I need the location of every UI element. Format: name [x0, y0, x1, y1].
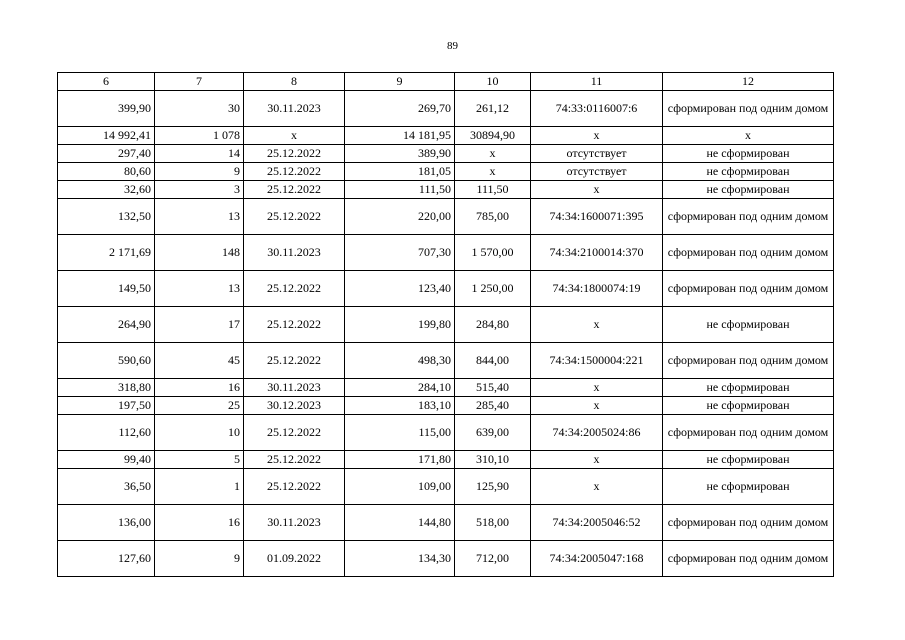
cell-col-8: 30.11.2023	[244, 505, 345, 541]
column-header: 11	[531, 73, 663, 91]
table-row	[58, 181, 834, 199]
cell-col-11: 74:34:2005024:86	[531, 415, 663, 451]
cell-col-11: x	[531, 379, 663, 397]
cell-col-8: 30.11.2023	[244, 235, 345, 271]
cell-col-11: 74:34:1500004:221	[531, 343, 663, 379]
cell-col-10: 285,40	[455, 397, 531, 415]
cell-col-12: не сформирован	[663, 181, 834, 199]
cell-col-9: 171,80	[345, 451, 455, 469]
cell-col-9: 181,05	[345, 163, 455, 181]
cell-col-7: 9	[155, 541, 244, 577]
cell-col-11: 74:34:2005046:52	[531, 505, 663, 541]
cell-col-12: сформирован под одним домом	[663, 91, 834, 127]
cell-col-8: x	[244, 127, 345, 145]
table-row	[58, 199, 834, 235]
cell-col-12: не сформирован	[663, 397, 834, 415]
table-row	[58, 379, 834, 397]
cell-col-11: 74:34:1800074:19	[531, 271, 663, 307]
cell-col-10: x	[455, 145, 531, 163]
table-row	[58, 469, 834, 505]
table-row	[58, 145, 834, 163]
table-row	[58, 271, 834, 307]
cell-col-9: 284,10	[345, 379, 455, 397]
cell-col-11: 74:33:0116007:6	[531, 91, 663, 127]
cell-col-10: 518,00	[455, 505, 531, 541]
cell-col-12: не сформирован	[663, 379, 834, 397]
cell-col-11: 74:34:2005047:168	[531, 541, 663, 577]
cell-col-12: сформирован под одним домом	[663, 199, 834, 235]
table-row	[58, 127, 834, 145]
cell-col-8: 25.12.2022	[244, 469, 345, 505]
cell-col-6: 136,00	[58, 505, 155, 541]
cell-col-10: 111,50	[455, 181, 531, 199]
table-row	[58, 307, 834, 343]
cell-col-11: x	[531, 127, 663, 145]
data-table	[57, 72, 834, 577]
column-header: 10	[455, 73, 531, 91]
cell-col-11: отсутствует	[531, 163, 663, 181]
cell-col-9: 144,80	[345, 505, 455, 541]
cell-col-9: 115,00	[345, 415, 455, 451]
cell-col-9: 220,00	[345, 199, 455, 235]
cell-col-7: 17	[155, 307, 244, 343]
column-header: 6	[58, 73, 155, 91]
cell-col-7: 16	[155, 379, 244, 397]
cell-col-7: 45	[155, 343, 244, 379]
table-body	[58, 91, 834, 577]
cell-col-10: 310,10	[455, 451, 531, 469]
cell-col-9: 111,50	[345, 181, 455, 199]
cell-col-8: 30.12.2023	[244, 397, 345, 415]
table-row	[58, 91, 834, 127]
cell-col-11: 74:34:2100014:370	[531, 235, 663, 271]
cell-col-6: 36,50	[58, 469, 155, 505]
cell-col-7: 14	[155, 145, 244, 163]
cell-col-6: 112,60	[58, 415, 155, 451]
table-row	[58, 397, 834, 415]
cell-col-6: 318,80	[58, 379, 155, 397]
cell-col-12: сформирован под одним домом	[663, 271, 834, 307]
cell-col-6: 132,50	[58, 199, 155, 235]
cell-col-8: 25.12.2022	[244, 199, 345, 235]
cell-col-12: сформирован под одним домом	[663, 343, 834, 379]
cell-col-8: 25.12.2022	[244, 307, 345, 343]
cell-col-6: 99,40	[58, 451, 155, 469]
cell-col-9: 134,30	[345, 541, 455, 577]
table-row	[58, 235, 834, 271]
cell-col-12: не сформирован	[663, 163, 834, 181]
cell-col-11: x	[531, 181, 663, 199]
column-header: 7	[155, 73, 244, 91]
table-row	[58, 343, 834, 379]
cell-col-6: 399,90	[58, 91, 155, 127]
cell-col-9: 14 181,95	[345, 127, 455, 145]
cell-col-7: 13	[155, 199, 244, 235]
cell-col-9: 183,10	[345, 397, 455, 415]
cell-col-9: 269,70	[345, 91, 455, 127]
cell-col-7: 3	[155, 181, 244, 199]
cell-col-12: не сформирован	[663, 307, 834, 343]
cell-col-11: x	[531, 307, 663, 343]
column-header: 9	[345, 73, 455, 91]
cell-col-6: 2 171,69	[58, 235, 155, 271]
cell-col-6: 264,90	[58, 307, 155, 343]
cell-col-7: 30	[155, 91, 244, 127]
cell-col-10: x	[455, 163, 531, 181]
cell-col-7: 148	[155, 235, 244, 271]
cell-col-9: 389,90	[345, 145, 455, 163]
cell-col-11: x	[531, 397, 663, 415]
column-header: 8	[244, 73, 345, 91]
cell-col-10: 515,40	[455, 379, 531, 397]
cell-col-6: 32,60	[58, 181, 155, 199]
cell-col-12: x	[663, 127, 834, 145]
cell-col-7: 1	[155, 469, 244, 505]
cell-col-9: 199,80	[345, 307, 455, 343]
cell-col-7: 1 078	[155, 127, 244, 145]
cell-col-10: 1 250,00	[455, 271, 531, 307]
table-row	[58, 415, 834, 451]
cell-col-11: отсутствует	[531, 145, 663, 163]
cell-col-8: 25.12.2022	[244, 181, 345, 199]
cell-col-12: не сформирован	[663, 145, 834, 163]
table-row	[58, 163, 834, 181]
cell-col-8: 25.12.2022	[244, 271, 345, 307]
header-row	[58, 73, 834, 91]
cell-col-7: 5	[155, 451, 244, 469]
cell-col-7: 16	[155, 505, 244, 541]
cell-col-8: 30.11.2023	[244, 91, 345, 127]
cell-col-7: 25	[155, 397, 244, 415]
cell-col-11: x	[531, 451, 663, 469]
cell-col-6: 149,50	[58, 271, 155, 307]
cell-col-8: 25.12.2022	[244, 163, 345, 181]
cell-col-6: 590,60	[58, 343, 155, 379]
cell-col-7: 10	[155, 415, 244, 451]
cell-col-12: сформирован под одним домом	[663, 235, 834, 271]
cell-col-6: 80,60	[58, 163, 155, 181]
cell-col-10: 844,00	[455, 343, 531, 379]
cell-col-8: 01.09.2022	[244, 541, 345, 577]
cell-col-6: 297,40	[58, 145, 155, 163]
cell-col-9: 109,00	[345, 469, 455, 505]
cell-col-8: 25.12.2022	[244, 415, 345, 451]
cell-col-12: сформирован под одним домом	[663, 415, 834, 451]
cell-col-10: 639,00	[455, 415, 531, 451]
cell-col-6: 197,50	[58, 397, 155, 415]
cell-col-10: 284,80	[455, 307, 531, 343]
cell-col-10: 30894,90	[455, 127, 531, 145]
cell-col-8: 25.12.2022	[244, 145, 345, 163]
cell-col-10: 785,00	[455, 199, 531, 235]
table-row	[58, 451, 834, 469]
cell-col-12: сформирован под одним домом	[663, 505, 834, 541]
cell-col-10: 125,90	[455, 469, 531, 505]
cell-col-10: 712,00	[455, 541, 531, 577]
cell-col-7: 13	[155, 271, 244, 307]
cell-col-6: 14 992,41	[58, 127, 155, 145]
table-header	[58, 73, 834, 91]
table-row	[58, 541, 834, 577]
table-row	[58, 505, 834, 541]
page-number: 89	[447, 40, 458, 52]
cell-col-8: 30.11.2023	[244, 379, 345, 397]
cell-col-7: 9	[155, 163, 244, 181]
cell-col-10: 1 570,00	[455, 235, 531, 271]
cell-col-9: 498,30	[345, 343, 455, 379]
cell-col-9: 707,30	[345, 235, 455, 271]
cell-col-8: 25.12.2022	[244, 343, 345, 379]
column-header: 12	[663, 73, 834, 91]
cell-col-8: 25.12.2022	[244, 451, 345, 469]
cell-col-11: x	[531, 469, 663, 505]
cell-col-11: 74:34:1600071:395	[531, 199, 663, 235]
cell-col-12: не сформирован	[663, 451, 834, 469]
cell-col-9: 123,40	[345, 271, 455, 307]
cell-col-6: 127,60	[58, 541, 155, 577]
cell-col-12: сформирован под одним домом	[663, 541, 834, 577]
cell-col-10: 261,12	[455, 91, 531, 127]
cell-col-12: не сформирован	[663, 469, 834, 505]
